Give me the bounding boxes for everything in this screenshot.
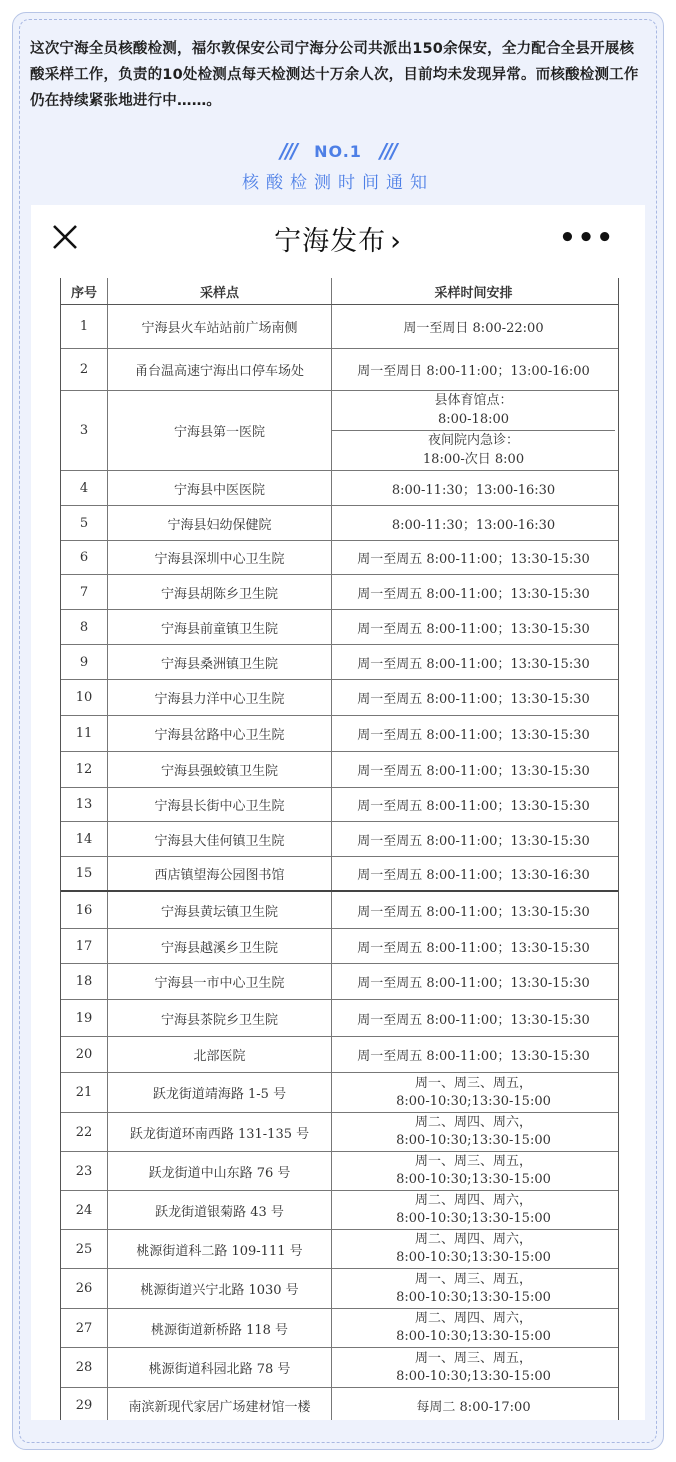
time-line: 8:00-10:30;13:30-15:00	[396, 1250, 551, 1265]
header-number: 序号	[61, 278, 108, 304]
table-row	[61, 822, 618, 857]
site-cell: 跃龙街道靖海路 1-5 号	[108, 1073, 332, 1112]
table-row	[61, 506, 618, 541]
section-title: 核酸检测时间通知	[242, 173, 434, 193]
row-number: 11	[61, 716, 108, 751]
time-line: 周二、周四、周六，	[414, 1232, 532, 1247]
header-time: 采样时间安排	[434, 284, 513, 300]
time-line: 18:00-次日 8:00	[422, 452, 525, 468]
time-cell: 周一至周五 8:00-11:00；13:30-15:30	[357, 621, 590, 637]
table-row	[61, 349, 618, 391]
time-line: 8:00-10:30;13:30-15:00	[396, 1211, 551, 1226]
time-cell	[332, 1348, 615, 1387]
row-number: 25	[61, 1230, 108, 1268]
time-cell	[332, 1191, 615, 1229]
section-number-row	[0, 138, 676, 164]
table-row	[61, 752, 618, 788]
row-number: 1	[61, 305, 108, 348]
row-number: 27	[61, 1309, 108, 1347]
table-row	[61, 575, 618, 610]
time-cell: 周一至周五 8:00-11:00；13:30-15:30	[357, 976, 590, 991]
table-row	[61, 541, 618, 575]
site-cell: 宁海县越溪乡卫生院	[108, 929, 332, 963]
site-cell: 跃龙街道环南西路 131-135 号	[108, 1113, 332, 1151]
row-number: 24	[61, 1191, 108, 1229]
row-number: 23	[61, 1152, 108, 1190]
site-cell: 宁海县大佳何镇卫生院	[108, 822, 332, 856]
table-row	[61, 929, 618, 964]
site-cell: 桃源街道兴宁北路 1030 号	[108, 1269, 332, 1308]
time-cell: 每周二 8:00-17:00	[416, 1399, 531, 1415]
row-number: 3	[61, 391, 108, 470]
time-line: 8:00-10:30;13:30-15:00	[396, 1289, 551, 1305]
row-number: 10	[61, 680, 108, 715]
row-number: 29	[61, 1388, 108, 1420]
time-cell: 周一至周五 8:00-11:00；13:30-15:30	[357, 1012, 590, 1028]
table-row	[61, 1191, 618, 1230]
site-cell: 宁海县中医医院	[108, 471, 332, 505]
site-cell: 宁海县桑洲镇卫生院	[108, 645, 332, 679]
site-cell: 宁海县胡陈乡卫生院	[108, 575, 332, 609]
site-cell: 宁海县前童镇卫生院	[108, 610, 332, 644]
table-row	[61, 857, 618, 892]
slash-decoration-right: ///	[379, 139, 396, 163]
time-cell	[332, 1113, 615, 1151]
time-cell: 周一至周五 8:00-11:00；13:30-15:30	[357, 799, 590, 814]
time-cell: 周一至周五 8:00-11:00；13:30-15:30	[357, 728, 590, 743]
time-line: 8:00-10:30;13:30-15:00	[396, 1172, 551, 1187]
site-cell: 宁海县黄坛镇卫生院	[108, 892, 332, 928]
row-number: 18	[61, 964, 108, 999]
time-line: 周二、周四、周六，	[414, 1311, 532, 1326]
time-cell: 周一至周五 8:00-11:00；13:30-15:30	[357, 1049, 590, 1064]
site-cell: 宁海县第一医院	[108, 391, 332, 470]
site-cell: 桃源街道科园北路 78 号	[108, 1348, 332, 1387]
table-row	[61, 610, 618, 645]
time-cell	[332, 1269, 615, 1308]
account-name: 宁海发布	[274, 226, 387, 257]
table-row	[61, 1388, 618, 1420]
time-cell: 周一至周日 8:00-11:00；13:00-16:00	[357, 364, 590, 379]
account-title[interactable]	[31, 219, 645, 258]
table-row	[61, 305, 618, 349]
site-cell: 宁海县力洋中心卫生院	[108, 680, 332, 715]
time-cell	[332, 1230, 615, 1268]
table-row	[61, 1309, 618, 1348]
row-number: 26	[61, 1269, 108, 1308]
table-row	[61, 1269, 618, 1309]
time-line: 周一、周三、周五，	[414, 1154, 532, 1169]
row-number: 20	[61, 1037, 108, 1072]
time-line: 周一、周三、周五，	[414, 1075, 532, 1091]
time-cell	[332, 1073, 615, 1112]
header-site: 采样点	[108, 278, 332, 304]
site-cell: 桃源街道新桥路 118 号	[108, 1309, 332, 1347]
table-header	[61, 278, 618, 305]
table-row	[61, 645, 618, 680]
time-cell: 8:00-11:30；13:00-16:30	[391, 517, 556, 533]
row-number: 19	[61, 1000, 108, 1036]
time-cell	[332, 1309, 615, 1347]
time-line: 周二、周四、周六，	[414, 1193, 532, 1208]
time-cell: 周一至周五 8:00-11:00；13:30-15:30	[357, 764, 590, 779]
section-number: NO.1	[314, 141, 362, 161]
time-line: 8:00-18:00	[437, 412, 510, 428]
time-line: 县体育馆点：	[434, 393, 513, 409]
row-number: 12	[61, 752, 108, 787]
row-number: 28	[61, 1348, 108, 1387]
time-cell: 周一至周五 8:00-11:00；13:30-15:30	[357, 904, 590, 920]
site-cell: 桃源街道科二路 109-111 号	[108, 1230, 332, 1268]
row-number: 9	[61, 645, 108, 679]
time-cell	[332, 391, 615, 470]
site-cell: 甬台温高速宁海出口停车场处	[108, 349, 332, 390]
row-number: 5	[61, 506, 108, 540]
site-cell: 宁海县妇幼保健院	[108, 506, 332, 540]
time-cell: 周一至周日 8:00-22:00	[403, 321, 544, 336]
chevron-right-icon: ›	[390, 226, 402, 257]
time-line: 周二、周四、周六，	[414, 1115, 532, 1130]
sampling-table	[60, 278, 619, 1420]
site-cell: 宁海县火车站站前广场南侧	[108, 305, 332, 348]
site-cell: 北部医院	[108, 1037, 332, 1072]
row-number: 21	[61, 1073, 108, 1112]
row-number: 14	[61, 822, 108, 856]
site-cell: 跃龙街道银菊路 43 号	[108, 1191, 332, 1229]
row-number: 7	[61, 575, 108, 609]
time-cell	[332, 1152, 615, 1190]
site-cell: 宁海县强蛟镇卫生院	[108, 752, 332, 787]
table-row	[61, 716, 618, 752]
time-cell: 周一至周五 8:00-11:00；13:30-16:30	[357, 868, 590, 883]
time-line: 8:00-10:30;13:30-15:00	[396, 1368, 551, 1384]
row-number: 16	[61, 892, 108, 928]
time-cell: 周一至周五 8:00-11:00；13:30-15:30	[357, 692, 590, 707]
slash-decoration-left: ///	[280, 139, 297, 163]
time-cell: 周一至周五 8:00-11:00；13:30-15:30	[357, 833, 590, 849]
time-line: 8:00-10:30;13:30-15:00	[396, 1329, 551, 1344]
row-number: 13	[61, 788, 108, 821]
time-line: 8:00-10:30;13:30-15:00	[396, 1133, 551, 1148]
site-cell: 宁海县一市中心卫生院	[108, 964, 332, 999]
table-row	[61, 680, 618, 716]
site-cell: 宁海县长街中心卫生院	[108, 788, 332, 821]
row-number: 6	[61, 541, 108, 574]
table-row	[61, 1037, 618, 1073]
intro-paragraph: 这次宁海全员核酸检测，福尔敦保安公司宁海分公司共派出150余保安，全力配合全县开展核酸采样工作，负责的10处检测点每天检测达十万余人次，目前均未发现异常。而核酸检测工作仍在持续紧张地进行中……。	[30, 41, 639, 109]
site-cell: 跃龙街道中山东路 76 号	[108, 1152, 332, 1190]
site-cell: 南滨新现代家居广场建材馆一楼	[108, 1388, 332, 1420]
app-topbar	[31, 205, 645, 271]
site-cell: 宁海县岔路中心卫生院	[108, 716, 332, 751]
table-row	[61, 1113, 618, 1152]
table-row	[61, 1348, 618, 1388]
table-row	[61, 1000, 618, 1037]
table-row	[61, 1073, 618, 1113]
row-number: 4	[61, 471, 108, 505]
row-number: 15	[61, 857, 108, 890]
time-line: 8:00-10:30;13:30-15:00	[396, 1093, 551, 1109]
table-row	[61, 892, 618, 929]
site-cell: 西店镇望海公园图书馆	[108, 857, 332, 890]
site-cell: 宁海县深圳中心卫生院	[108, 541, 332, 574]
time-cell: 周一至周五 8:00-11:00；13:30-15:30	[357, 552, 590, 567]
time-cell: 周一至周五 8:00-11:00；13:30-15:30	[357, 656, 590, 672]
row-number: 17	[61, 929, 108, 963]
table-row	[61, 471, 618, 506]
time-cell: 周一至周五 8:00-11:00；13:30-15:30	[357, 940, 590, 956]
table-row	[61, 788, 618, 822]
time-line: 周一、周三、周五，	[414, 1271, 532, 1287]
table-row	[61, 1230, 618, 1269]
time-line: 周一、周三、周五，	[414, 1350, 532, 1366]
embedded-screenshot	[31, 205, 645, 1420]
more-icon[interactable]: •••	[559, 223, 615, 253]
row-number: 2	[61, 349, 108, 390]
row-number: 22	[61, 1113, 108, 1151]
table-row	[61, 964, 618, 1000]
row-number: 8	[61, 610, 108, 644]
table-row	[61, 391, 618, 471]
time-line: 夜间院内急诊：	[427, 433, 519, 449]
time-cell: 8:00-11:30；13:00-16:30	[391, 482, 556, 498]
table-row	[61, 1152, 618, 1191]
site-cell: 宁海县茶院乡卫生院	[108, 1000, 332, 1036]
time-cell: 周一至周五 8:00-11:00；13:30-15:30	[357, 586, 590, 602]
